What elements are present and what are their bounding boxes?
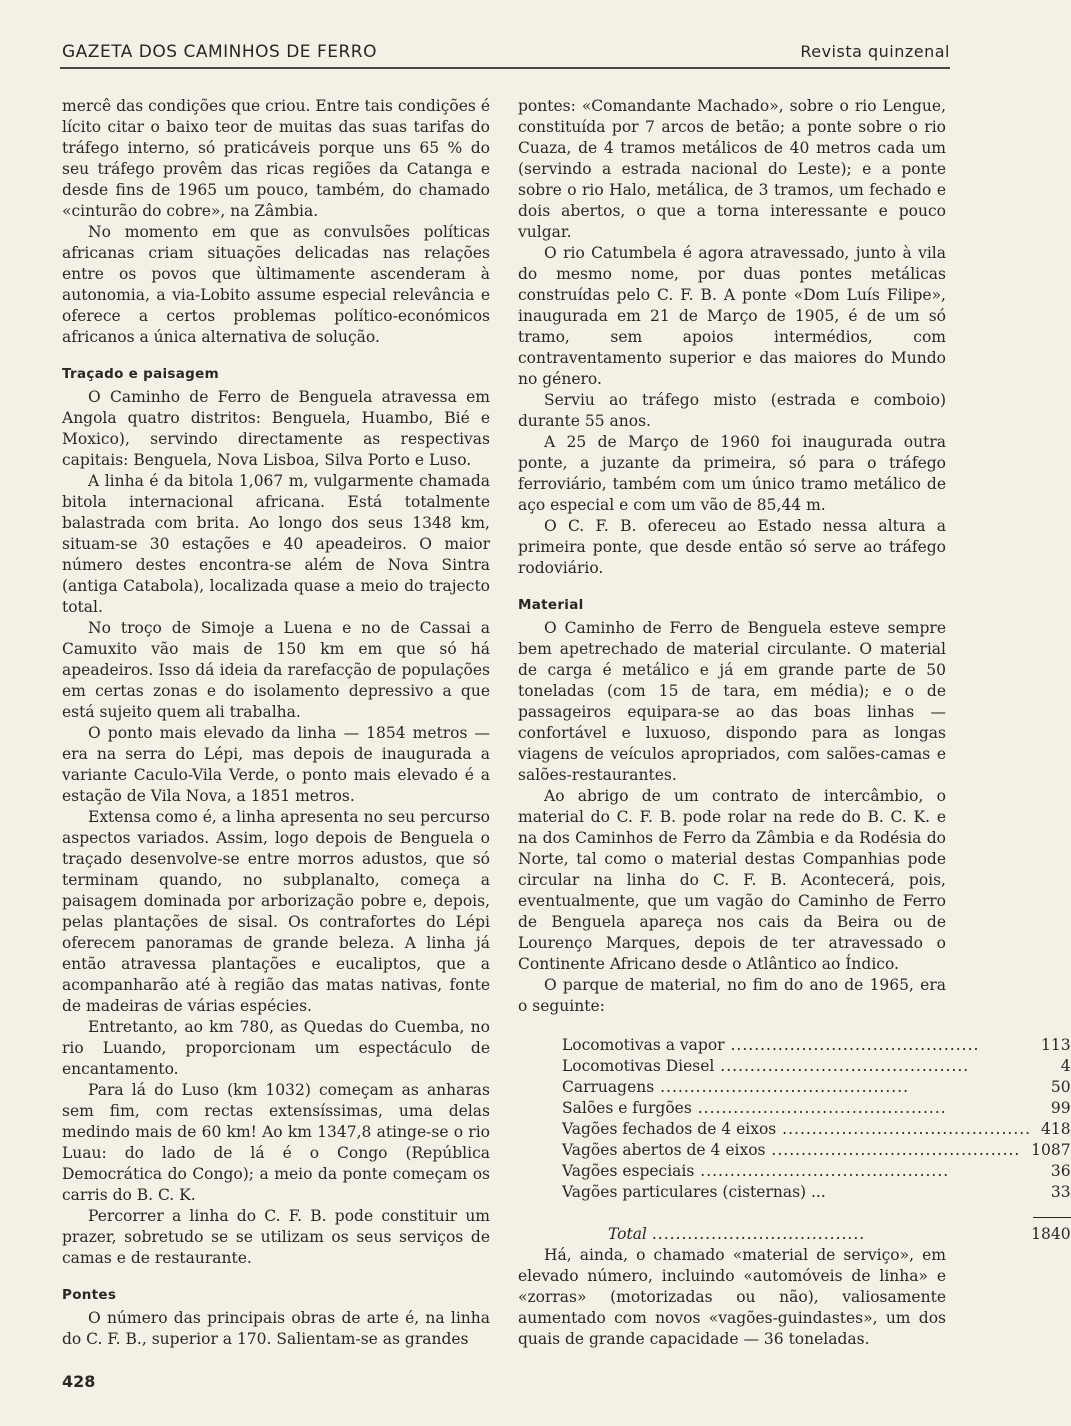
section-heading-pontes: Pontes <box>62 1287 117 1303</box>
inventory-label: Salões e furgões <box>562 1099 692 1117</box>
inventory-label: Vagões especiais <box>562 1162 695 1180</box>
paragraph: O ponto mais elevado da linha — 1854 metros — era na serra do Lépi, mas depois de inaugurada a variante Caculo-Vila Verde, o ponto mais elevado é a estação de Vila Nova, a 1851 metros. <box>62 724 490 805</box>
paragraph: Entretanto, ao km 780, as Quedas do Cuemba, no rio Luando, proporcionam um espectáculo de encantamento. <box>62 1018 490 1078</box>
inventory-value: 113 <box>1040 1036 1071 1054</box>
page-number: 428 <box>62 1372 96 1391</box>
total-label: Total <box>608 1225 647 1243</box>
paragraph: Extensa como é, a linha apresenta no seu percurso aspectos variados. Assim, logo depois de Benguela o traçado desenvolve-se entre morros adustos, que só terminam quando, no subplanalto, começa a paisagem dominada por arborização pobre e, depois, pelas plantações de sisal. Os contrafortes do Lépi oferecem panoramas de grande beleza. A linha já então atravessa plantações e eucaliptos, que a acompanharão até à região das matas nativas, fonte de madeiras de várias espécies. <box>62 808 490 1015</box>
inventory-value: 1087 <box>1031 1141 1071 1159</box>
inventory-label: Vagões particulares (cisternas) ... <box>562 1183 826 1201</box>
paragraph: Ao abrigo de um contrato de intercâmbio, o material do C. F. B. pode rolar na rede do B. C. K. e na dos Caminhos de Ferro da Zâmbia e da Rodésia do Norte, tal como o material destas Companhias pode circular na linha do C. F. B. Acontecerá, pois, eventualmente, que um vagão do Caminho de Ferro de Benguela apareça nos cais da Beira ou de Lourenço Marques, depois de ter atravessado o Continente Africano desde o Atlântico ao Índico. <box>518 787 946 973</box>
inventory-value: 99 <box>1050 1099 1071 1117</box>
inventory-row: Salões e furgões .......................................... 99 <box>562 1099 1071 1117</box>
inventory-row: Vagões abertos de 4 eixos .......................................... 1087 <box>562 1141 1071 1159</box>
inventory-total-row: Total .................................... 1840 <box>608 1225 1071 1243</box>
right-column <box>518 96 1071 1350</box>
inventory-label: Vagões fechados de 4 eixos <box>562 1120 777 1138</box>
running-header <box>62 40 950 66</box>
paragraph: O C. F. B. ofereceu ao Estado nessa altura a primeira ponte, que desde então só serve ao tráfego rodoviário. <box>518 517 946 577</box>
inventory-label: Locomotivas Diesel <box>562 1057 715 1075</box>
inventory-row: Locomotivas a vapor .......................................... 113 <box>562 1036 1071 1054</box>
inventory-value: 4 <box>1060 1057 1071 1075</box>
inventory-value: 418 <box>1040 1120 1071 1138</box>
inventory-row: Vagões especiais .......................................... 36 <box>562 1162 1071 1180</box>
section-heading-material: Material <box>518 597 584 613</box>
paragraph: A 25 de Março de 1960 foi inaugurada outra ponte, a juzante da primeira, só para o tráfego ferroviário, também com um único tramo metálico de aço especial e com um vão de 85,44 m. <box>518 433 946 514</box>
header-rule <box>60 67 950 69</box>
inventory-row: Locomotivas Diesel .......................................... 4 <box>562 1057 1071 1075</box>
journal-title: GAZETA DOS CAMINHOS DE FERRO <box>62 42 377 62</box>
paragraph: pontes: «Comandante Machado», sobre o rio Lengue, constituída por 7 arcos de betão; a ponte sobre o rio Cuaza, de 4 tramos metálicos de 40 metros cada um (servindo a estrada nacional do Leste); e a ponte sobre o rio Halo, metálica, de 3 tramos, um fechado e dois abertos, o que a torna interessante e pouco vulgar. <box>518 97 946 241</box>
inventory-label: Vagões abertos de 4 eixos <box>562 1141 766 1159</box>
paragraph: Para lá do Luso (km 1032) começam as anharas sem fim, com rectas extensíssimas, uma delas medindo mais de 60 km! Ao km 1347,8 atinge-se o rio Luau: do lado de lá é o Congo (República Democrática do Congo); a meio da ponte começam os carris do B. C. K. <box>62 1081 490 1204</box>
paragraph: O Caminho de Ferro de Benguela atravessa em Angola quatro distritos: Benguela, Huambo, Bié e Moxico), servindo directamente as respectivas capitais: Benguela, Nova Lisboa, Silva Porto e Luso. <box>62 388 490 469</box>
paragraph: Há, ainda, o chamado «material de serviço», em elevado número, incluindo «automóveis de linha» e «zorras» (motorizadas ou não), valiosamente aumentado com novos «vagões-guindastes», um dos quais de grande capacidade — 36 toneladas. <box>518 1246 946 1348</box>
paragraph: mercê das condições que criou. Entre tais condições é lícito citar o baixo teor de muitas das suas tarifas do tráfego interno, só praticáveis porque uns 65 % do seu tráfego provêm das ricas regiões da Catanga e desde fins de 1965 um pouco, também, do chamado «cinturão do cobre», na Zâmbia. <box>62 97 490 220</box>
total-value: 1840 <box>1031 1225 1071 1243</box>
paragraph: Serviu ao tráfego misto (estrada e comboio) durante 55 anos. <box>518 391 946 430</box>
paragraph: O número das principais obras de arte é, na linha do C. F. B., superior a 170. Salientam-se as grandes <box>62 1309 490 1348</box>
paragraph: Percorrer a linha do C. F. B. pode constituir um prazer, sobretudo se se utilizam os seus serviços de camas e de restaurante. <box>62 1207 490 1267</box>
paragraph: No momento em que as convulsões políticas africanas criam situações delicadas nas relações entre os povos que ùltimamente ascenderam à autonomia, a via-Lobito assume especial relevância e oferece a certos problemas político-económicos africanos a única alternativa de solução. <box>62 223 490 346</box>
total-rule-row <box>562 1203 1071 1224</box>
paragraph: A linha é da bitola 1,067 m, vulgarmente chamada bitola internacional africana. Está totalmente balastrada com brita. Ao longo dos seus 1348 km, situam-se 30 estações e 40 apeadeiros. O maior número destes encontra-se além de Nova Sintra (antiga Catabola), localizada quase a meio do trajecto total. <box>62 472 490 616</box>
inventory-label: Carruagens <box>562 1078 655 1096</box>
left-column <box>62 96 490 1350</box>
inventory-value: 36 <box>1050 1162 1071 1180</box>
journal-subtitle: Revista quinzenal <box>800 42 950 61</box>
inventory-value: 33 <box>1050 1183 1071 1201</box>
inventory-label: Locomotivas a vapor <box>562 1036 725 1054</box>
inventory-row: Carruagens .......................................... 50 <box>562 1078 1071 1096</box>
paragraph: O rio Catumbela é agora atravessado, junto à vila do mesmo nome, por duas pontes metálicas construídas pelo C. F. B. A ponte «Dom Luís Filipe», inaugurada em 21 de Março de 1905, é de um só tramo, sem apoios intermédios, com contraventamento superior e das maiores do Mundo no género. <box>518 244 946 388</box>
inventory-row: Vagões fechados de 4 eixos .......................................... 418 <box>562 1120 1071 1138</box>
section-heading-tracado: Traçado e paisagem <box>62 366 219 382</box>
paragraph: O Caminho de Ferro de Benguela esteve sempre bem apetrechado de material circulante. O material de carga é metálico e já em grande parte de 50 toneladas (com 15 de tara, em média); e o de passageiros equipara-se ao das boas linhas — confortável e luxuoso, dispondo para as longas viagens de veículos apropriados, com salões-camas e salões-restaurantes. <box>518 619 946 784</box>
paragraph: No troço de Simoje a Luena e no de Cassai a Camuxito vão mais de 150 km em que só há apeadeiros. Isso dá ideia da rarefacção de populações em certas zonas e do isolamento depressivo a que está sujeito quem ali trabalha. <box>62 619 490 721</box>
inventory-row <box>562 1182 1071 1203</box>
paragraph: O parque de material, no fim do ano de 1965, era o seguinte: <box>518 976 946 1015</box>
inventory-value: 50 <box>1050 1078 1071 1096</box>
inventory-table <box>562 1035 1071 1245</box>
